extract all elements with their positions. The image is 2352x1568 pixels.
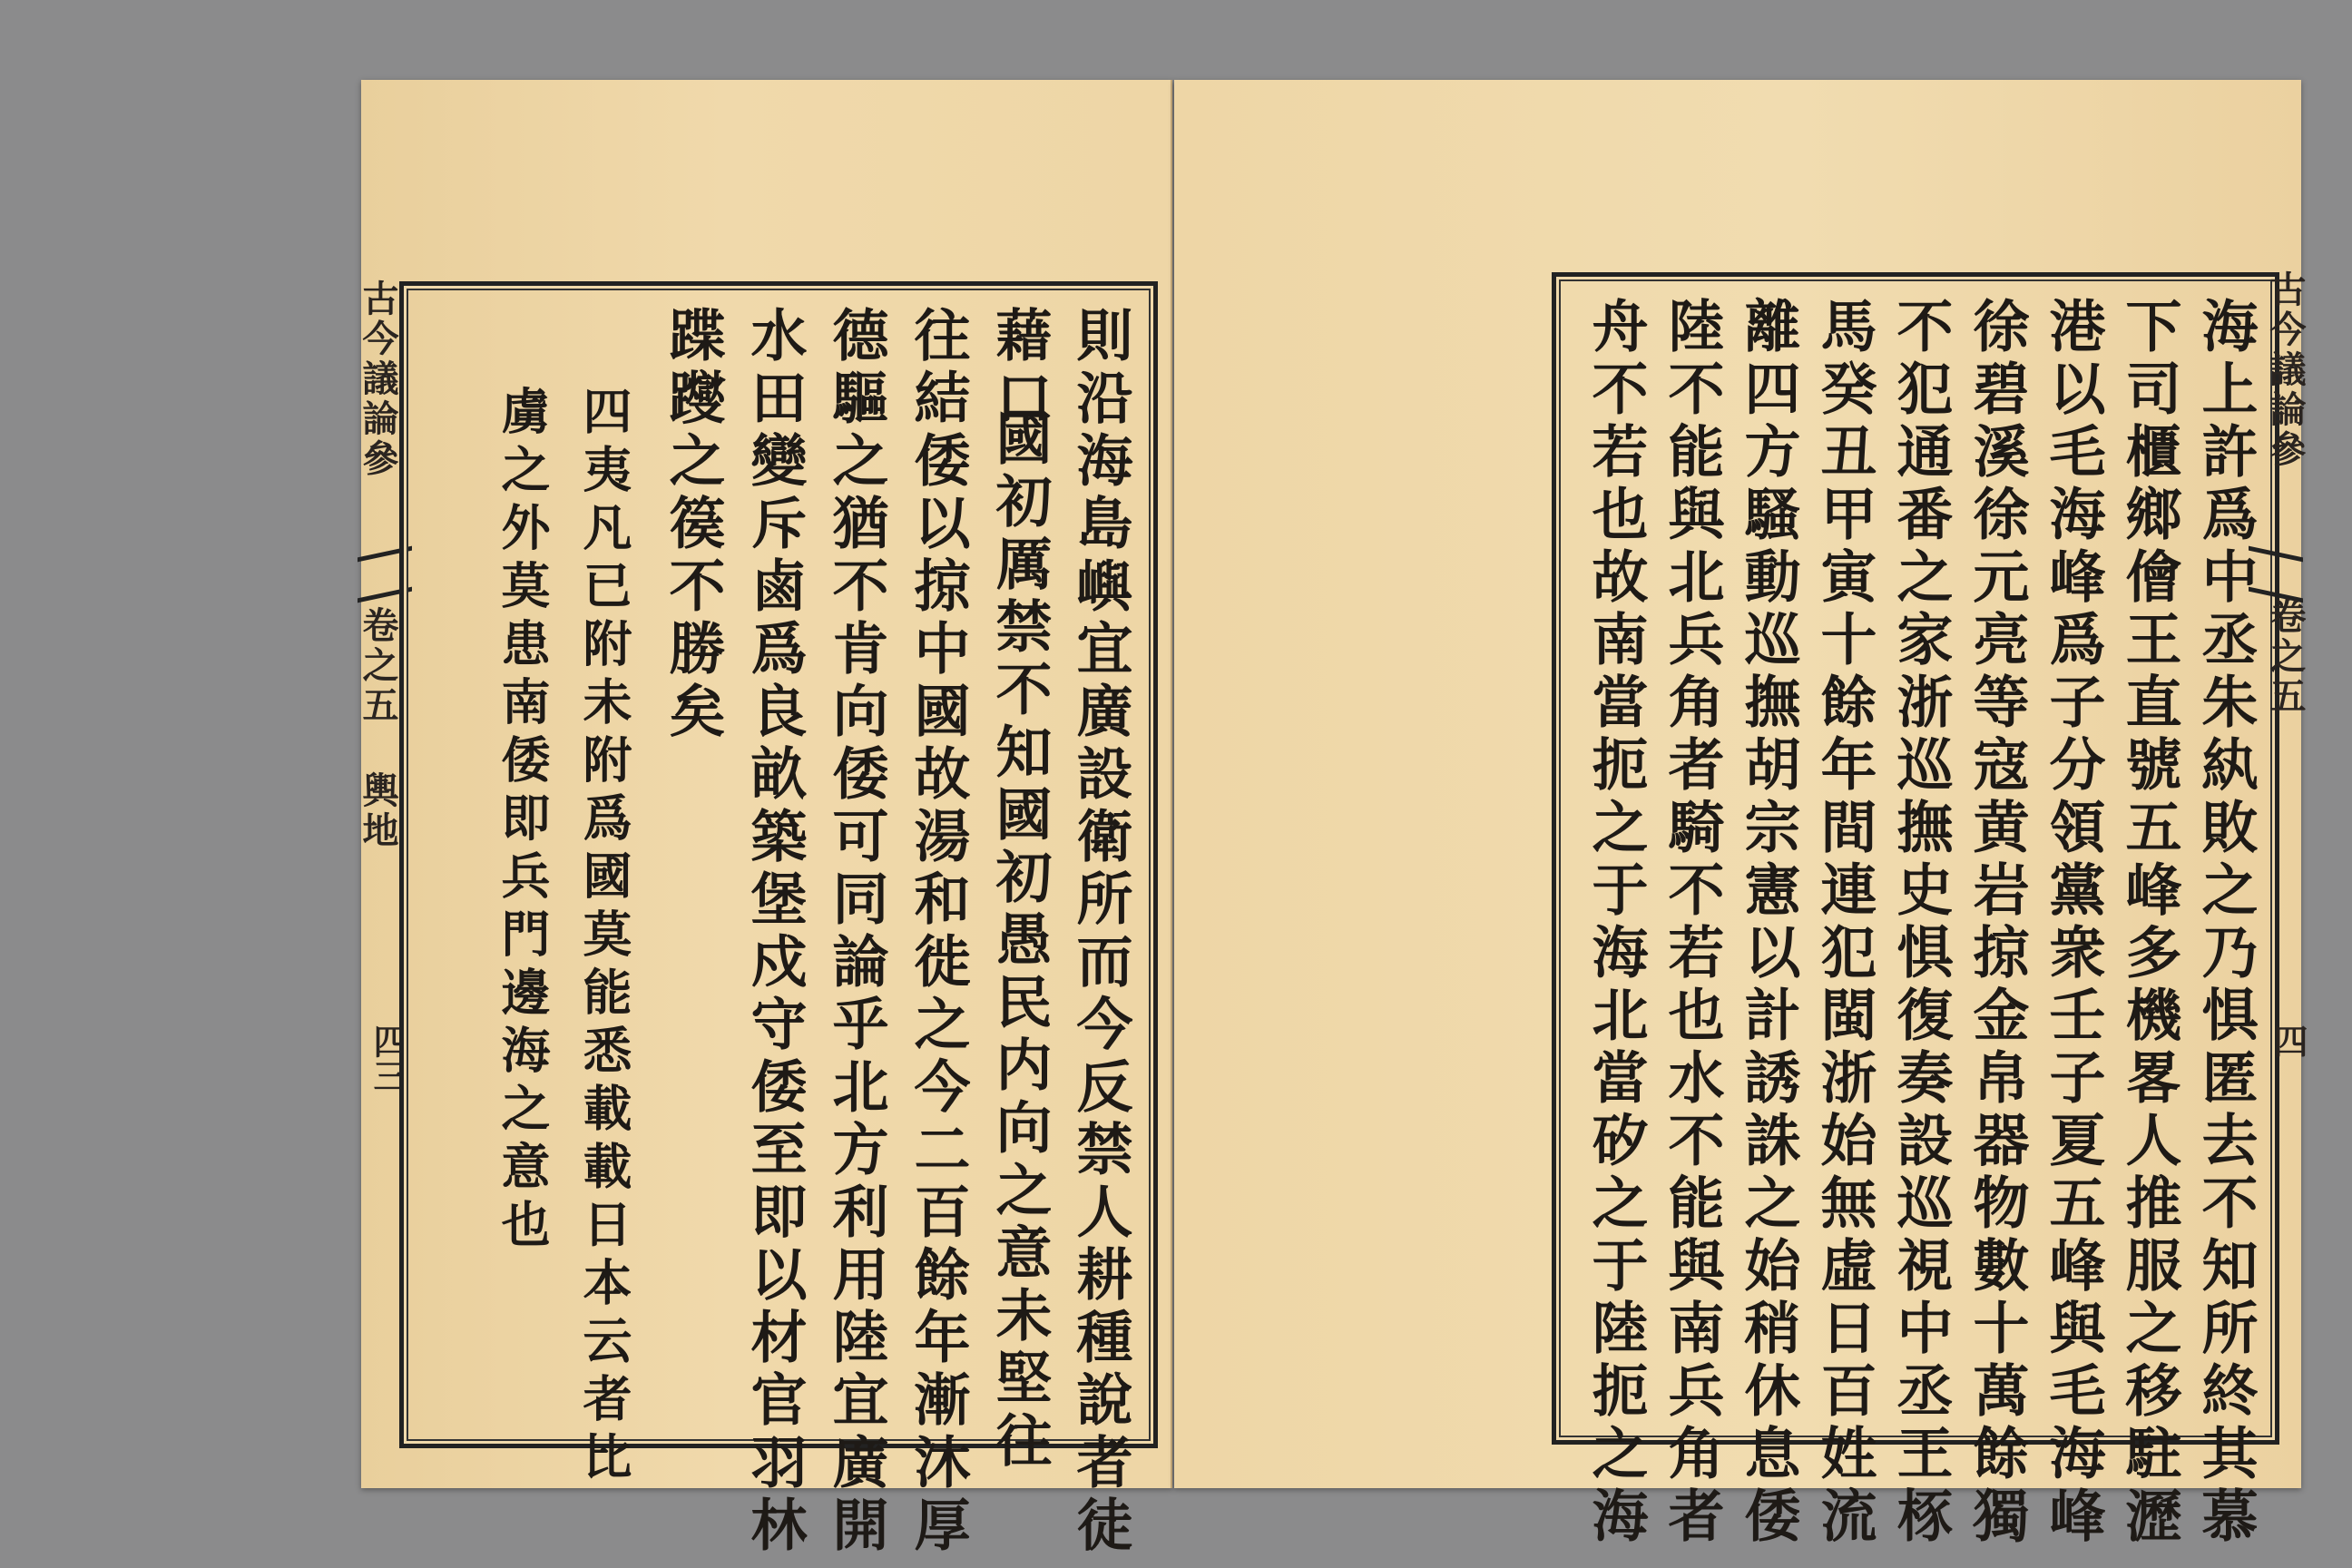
right-column-4: 徐碧溪徐元亮等寇黄岩掠金帛器物數十萬餘獨 [1964, 297, 2030, 1549]
right-column-6: 馬癸丑甲寅十餘年間連犯閩浙始無虛日百姓流 [1811, 297, 1877, 1549]
left-column-6: 水田變斥鹵爲良畝築堡戍守倭至即以材官羽林 [741, 306, 808, 1558]
left-page [357, 80, 1172, 1558]
right-spine-volume-text: 卷之五 [2264, 597, 2306, 717]
open-book [357, 80, 2308, 1558]
left-column-9: 虜之外莫患南倭即兵門邊海之意也 [494, 386, 551, 1257]
right-column-7: 離四方騷動巡撫胡宗憲以計誘誅之始稍休息倭 [1735, 297, 1801, 1549]
left-column-7: 蹀躞之篌不勝矣 [660, 306, 726, 744]
right-column-9: 舟不若也故南當扼之于海北當矽之于陸扼之海 [1583, 297, 1649, 1549]
left-page-number: 四三 [368, 1024, 407, 1093]
right-spine-title [2259, 270, 2311, 717]
left-column-4: 往結倭以掠中國故湯和徙之今二百餘年漸沐厚 [905, 306, 971, 1558]
right-column-5: 不犯通番之家浙巡撫史惧復奏設巡視中丞王㭬 [1887, 297, 1954, 1549]
right-spine-title-text: 古今議論參 [2264, 270, 2306, 470]
left-spine-title-text: 古今議論參 [357, 279, 398, 479]
right-column-8: 陸不能與北兵角者騎不若也水不能與南兵角者 [1659, 297, 1725, 1549]
right-column-3: 港以毛海峰爲子分領黨衆壬子夏五峰與毛海峰 [2040, 297, 2106, 1549]
left-column-2: 藉口 [986, 306, 1053, 431]
left-column-8: 四夷凡已附未附爲國莫能悉載載日本云者比 [575, 386, 632, 1489]
right-column-2: 下司櫃鄉儈王直號五峰多機畧人推服之移駐瀝 [2116, 297, 2182, 1549]
left-column-5: 德驅之猶不肯向倭可同論乎北方利用陸宜廣開 [823, 306, 889, 1558]
left-column-3: 國初厲禁不知國初愚民内向之意未堅往 [986, 409, 1053, 1474]
left-text-frame [399, 281, 1158, 1558]
left-spine-volume-text: 卷之五 輿地 [357, 606, 398, 851]
right-page-number: 四 [2268, 1024, 2308, 1058]
right-column-1: 海上許爲中丞朱紈敗之乃惧匿去不知所終其慕 [2192, 297, 2259, 1549]
right-text-frame [1552, 272, 2279, 1549]
left-column-1: 則沿海島嶼宜廣設衛所而今反禁人耕種說者徒 [1067, 306, 1133, 1558]
right-page [1174, 80, 2308, 1549]
